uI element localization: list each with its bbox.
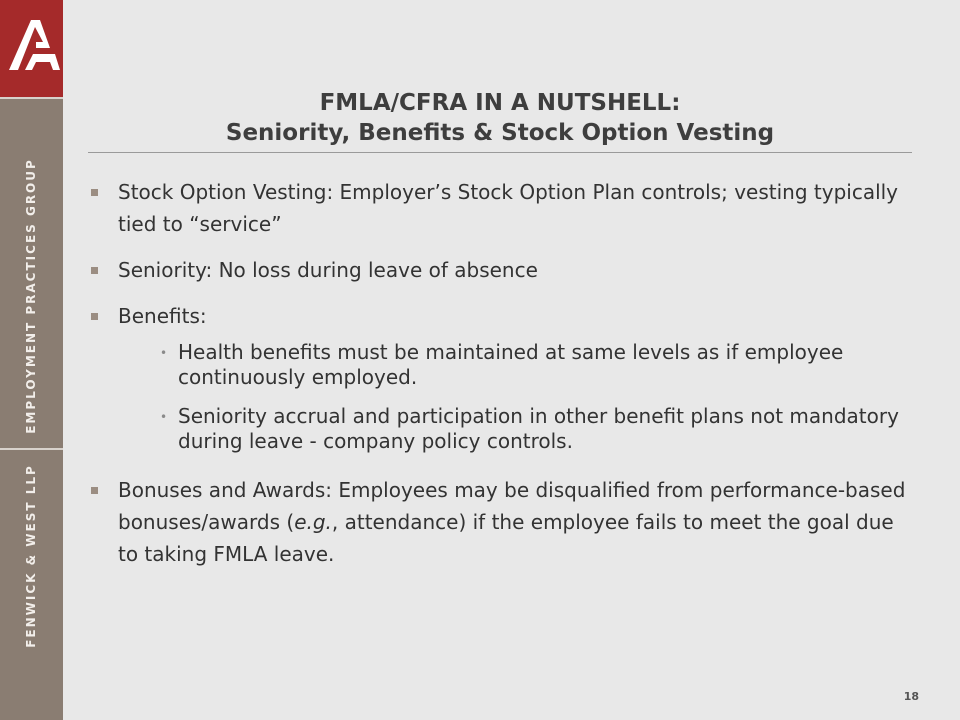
slide-body [88,176,918,584]
bullet-stock-option [88,176,918,240]
bullet-text-part: , attendance) if the employee fails to meet the goal due to taking FMLA leave. [118,510,894,566]
benefits-sublist [88,340,918,454]
bullet-text: Benefits: [118,304,207,328]
slide-title [88,88,912,148]
sub-bullet-text: Health benefits must be maintained at same levels as if employee continuously employed. [178,340,844,389]
bullet-text-emphasis: e.g. [294,510,332,534]
group-label: EMPLOYMENT PRACTICES GROUP [24,158,38,434]
title-line-2: Seniority, Benefits & Stock Option Vesting [225,120,775,146]
sidebar-divider [0,448,63,450]
sidebar-divider [0,97,63,99]
bullet-square-icon [91,487,98,494]
bullet-dot-icon: • [160,346,168,360]
sidebar [0,0,63,720]
bullet-text [118,478,905,566]
bullet-benefits [88,300,918,332]
bullet-square-icon [91,313,98,320]
bullet-dot-icon: • [160,410,168,424]
sub-bullet-health [88,340,918,390]
page-number: 18 [903,690,919,703]
title-rule [88,152,912,153]
bullet-seniority [88,254,918,286]
bullet-text-part: Bonuses and Awards: Employees may be disqualified from performance-based bonuses/awards ( [118,478,906,534]
bullet-square-icon [91,267,98,274]
sub-bullet-accrual [88,404,918,454]
bullet-square-icon [91,189,98,196]
title-line-1: FMLA/CFRA IN A NUTSHELL: [319,90,681,116]
bullet-text: Stock Option Vesting: Employer’s Stock Option Plan controls; vesting typically tied to “service” [118,180,899,236]
logo-box [0,0,63,97]
bullet-text: Seniority: No loss during leave of absence [118,258,538,282]
bullet-bonuses [88,474,918,570]
sub-bullet-text: Seniority accrual and participation in other benefit plans not mandatory during leave - company policy controls. [178,404,899,453]
fenwick-logo-icon [3,18,60,74]
firm-label: FENWICK & WEST LLP [24,464,38,648]
